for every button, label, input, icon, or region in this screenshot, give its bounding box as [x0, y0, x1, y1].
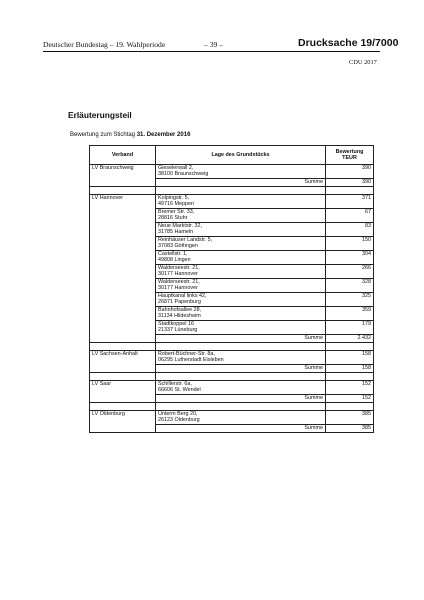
sum-value-cell: 390	[326, 179, 374, 187]
property-city: 30177 Hannover	[158, 285, 198, 291]
property-street: Neue Marktstr. 32,	[158, 223, 203, 229]
property-location-cell	[156, 251, 326, 265]
sum-label-cell: Summe	[156, 395, 326, 403]
col-header-verband: Verband	[90, 146, 156, 165]
property-location-cell	[156, 411, 326, 425]
property-street: Gieselerwall 2,	[158, 165, 194, 171]
spacer-cell	[326, 343, 374, 351]
property-location-cell	[156, 381, 326, 395]
valuation-cell: 152	[326, 381, 374, 395]
property-location-cell	[156, 351, 326, 365]
sum-value-cell: 385	[326, 425, 374, 433]
valuation-cell: 150	[326, 237, 374, 251]
property-location-cell	[156, 223, 326, 237]
spacer-cell	[326, 373, 374, 381]
spacer-cell	[90, 403, 156, 411]
property-street: Hauptkanal links 42,	[158, 293, 207, 299]
valuation-date: 31. Dezember 2016	[136, 132, 191, 138]
sum-value-cell: 2.432	[326, 335, 374, 343]
property-city: 30177 Hannover	[158, 271, 198, 277]
spacer-row	[90, 373, 374, 381]
spacer-cell	[90, 343, 156, 351]
table-row	[90, 165, 374, 179]
property-location-cell	[156, 195, 326, 209]
table-row	[90, 381, 374, 395]
property-location-cell	[156, 265, 326, 279]
spacer-cell	[326, 187, 374, 195]
property-city: 26123 Oldenburg	[158, 417, 200, 423]
property-location-cell	[156, 165, 326, 179]
table-row	[90, 411, 374, 425]
valuation-cell: 83	[326, 223, 374, 237]
property-city: 31785 Hameln	[158, 229, 194, 235]
property-city: 38100 Braunschweig	[158, 171, 209, 177]
property-street: Stadtkoppel 16	[158, 321, 194, 327]
verband-cell: LV Hannover	[90, 195, 156, 343]
spacer-cell	[90, 187, 156, 195]
property-location-cell	[156, 321, 326, 335]
property-valuation-table	[89, 145, 374, 433]
property-city: 21337 Lüneburg	[158, 327, 198, 333]
spacer-cell	[90, 373, 156, 381]
table-header-row	[90, 146, 374, 165]
property-location-cell	[156, 209, 326, 223]
sum-label-cell: Summe	[156, 365, 326, 373]
property-location-cell	[156, 279, 326, 293]
valuation-cell: 158	[326, 351, 374, 365]
property-street: Kolpingstr. 5,	[158, 195, 190, 201]
sum-label-cell: Summe	[156, 335, 326, 343]
valuation-cell: 359	[326, 307, 374, 321]
sum-label-cell: Summe	[156, 425, 326, 433]
table-row	[90, 351, 374, 365]
valuation-cell: 390	[326, 165, 374, 179]
valuation-cell: 385	[326, 411, 374, 425]
section-title: Erläuterungsteil	[68, 110, 132, 120]
col-header-bewertung-line2: TEUR	[342, 155, 357, 161]
property-street: Bahnhofsallee 28,	[158, 307, 202, 313]
page-number: – 39 –	[204, 40, 223, 49]
valuation-cell: 266	[326, 265, 374, 279]
property-street: Reinhäuser Landstr. 5,	[158, 237, 213, 243]
property-street: Castellstr. 1,	[158, 251, 188, 257]
col-header-bewertung-line1: Bewertung	[335, 149, 364, 155]
valuation-cell: 67	[326, 209, 374, 223]
property-city: 66606 St. Wendel	[158, 387, 201, 393]
property-city: 49716 Meppen	[158, 201, 194, 207]
spacer-cell	[156, 373, 326, 381]
spacer-cell	[156, 403, 326, 411]
header-left-text: Deutscher Bundestag – 19. Wahlperiode	[43, 40, 166, 49]
property-street: Bremer Str. 33,	[158, 209, 195, 215]
verband-cell: LV Braunschweig	[90, 165, 156, 187]
col-header-bewertung	[326, 146, 374, 165]
property-city: 06295 Lutherstadt Eisleben	[158, 357, 224, 363]
valuation-cell: 325	[326, 293, 374, 307]
sum-value-cell: 158	[326, 365, 374, 373]
spacer-row	[90, 187, 374, 195]
property-city: 26871 Papenburg	[158, 299, 201, 305]
property-location-cell	[156, 307, 326, 321]
property-city: 28816 Stuhr	[158, 215, 188, 221]
property-city: 37083 Göttingen	[158, 243, 198, 249]
verband-cell: LV Saar	[90, 381, 156, 403]
property-street: Unterm Berg 20,	[158, 411, 198, 417]
intro-prefix: Bewertung zum Stichtag	[70, 132, 137, 138]
spacer-row	[90, 403, 374, 411]
property-street: Walderseestr. 21,	[158, 265, 200, 271]
sum-value-cell: 152	[326, 395, 374, 403]
document-number: Drucksache 19/7000	[298, 37, 399, 49]
valuation-cell: 179	[326, 321, 374, 335]
valuation-cell: 371	[326, 195, 374, 209]
spacer-row	[90, 343, 374, 351]
header-rule	[43, 51, 380, 52]
table-body	[90, 165, 374, 433]
valuation-cell: 328	[326, 279, 374, 293]
valuation-date-line	[70, 132, 190, 138]
verband-cell: LV Sachsen-Anhalt	[90, 351, 156, 373]
property-street: Robert-Büchner-Str. 8a,	[158, 351, 215, 357]
table-row	[90, 195, 374, 209]
verband-cell: LV Oldenburg	[90, 411, 156, 433]
spacer-cell	[156, 187, 326, 195]
party-stamp: CDU 2017	[349, 59, 377, 66]
valuation-cell: 304	[326, 251, 374, 265]
property-city: 31134 Hildesheim	[158, 313, 201, 319]
property-location-cell	[156, 237, 326, 251]
property-street: Walderseestr. 21,	[158, 279, 200, 285]
property-location-cell	[156, 293, 326, 307]
col-header-lage: Lage des Grundstücks	[156, 146, 326, 165]
property-street: Schillerstr. 6a,	[158, 381, 192, 387]
spacer-cell	[326, 403, 374, 411]
sum-label-cell: Summe	[156, 179, 326, 187]
spacer-cell	[156, 343, 326, 351]
property-city: 49808 Lingen	[158, 257, 191, 263]
